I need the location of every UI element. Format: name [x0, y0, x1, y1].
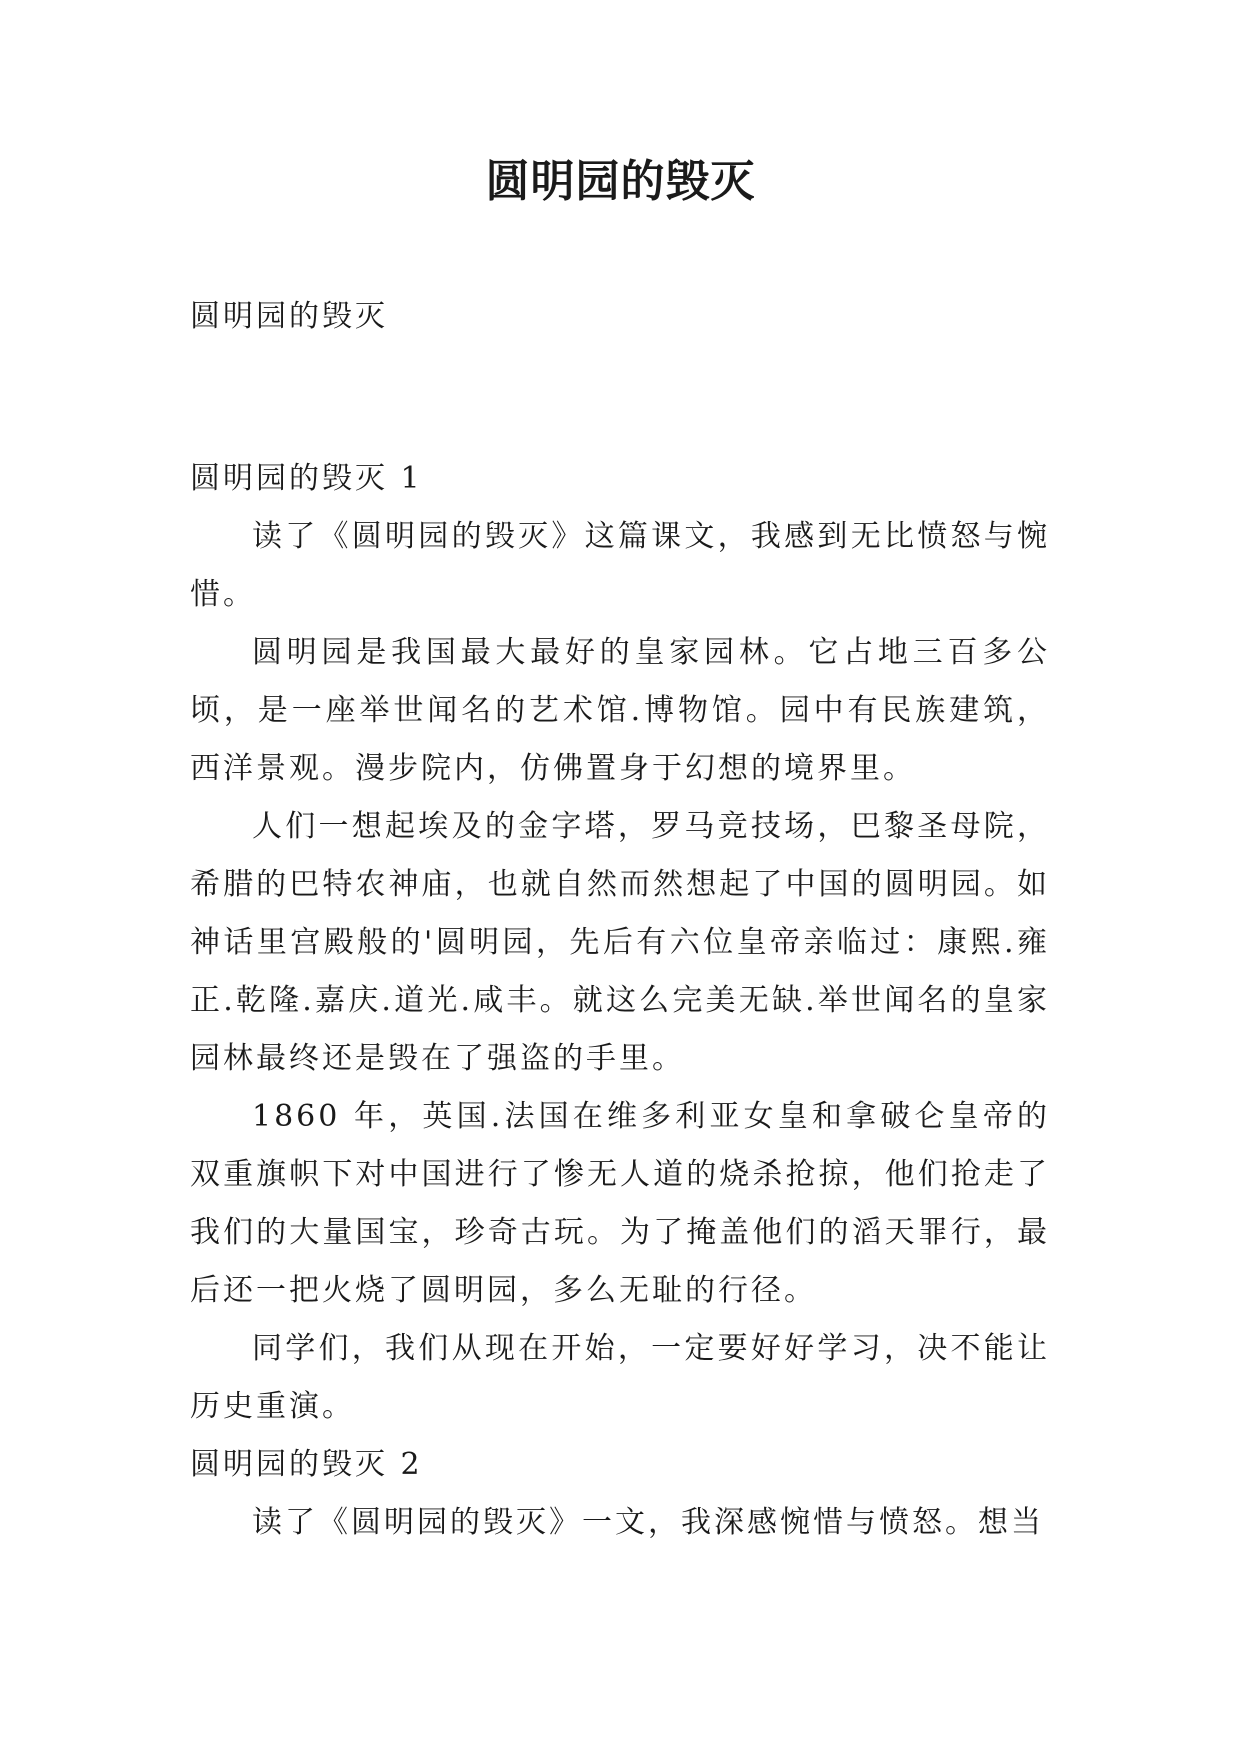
section-1-paragraph-5: 同学们，我们从现在开始，一定要好好学习，决不能让历史重演。 — [190, 1331, 1050, 1424]
spacer — [190, 346, 1050, 450]
section-2-paragraph-1: 读了《圆明园的毁灭》一文，我深感惋惜与愤怒。想当 — [252, 1505, 1044, 1540]
document-subtitle: 圆明园的毁灭 — [190, 299, 388, 334]
section-1-paragraph-2: 圆明园是我国最大最好的皇家园林。它占地三百多公顷，是一座举世闻名的艺术馆.博物馆。园中有民族建筑，西洋景观。漫步院内，仿佛置身于幻想的境界里。 — [190, 635, 1050, 786]
section-1-paragraph-4: 1860 年，英国.法国在维多利亚女皇和拿破仑皇帝的双重旗帜下对中国进行了惨无人道的烧杀抢掠，他们抢走了我们的大量国宝，珍奇古玩。为了掩盖他们的滔天罪行，最后还一把火烧了圆明园，多么无耻的行径。 — [190, 1099, 1050, 1308]
section-heading-1: 圆明园的毁灭 1 — [190, 461, 423, 496]
section-heading-2: 圆明园的毁灭 2 — [190, 1447, 423, 1482]
section-1-paragraph-3: 人们一想起埃及的金字塔，罗马竞技场，巴黎圣母院，希腊的巴特农神庙，也就自然而然想起了中国的圆明园。如神话里宫殿般的'圆明园，先后有六位皇帝亲临过：康熙.雍正.乾隆.嘉庆.道光.咸丰。就这么完美无缺.举世闻名的皇家园林最终还是毁在了强盗的手里。 — [190, 809, 1050, 1076]
section-1-paragraph-1: 读了《圆明园的毁灭》这篇课文，我感到无比愤怒与惋惜。 — [190, 519, 1050, 612]
document-body — [190, 288, 1050, 1552]
document-title: 圆明园的毁灭 — [485, 156, 756, 207]
